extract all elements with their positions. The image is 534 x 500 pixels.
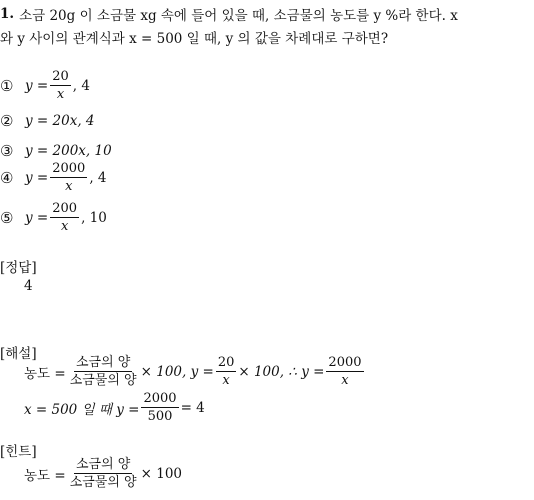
option-1-pre: y = <box>25 77 49 94</box>
explanation-fraction-2 <box>216 356 237 387</box>
option-1[interactable] <box>0 70 90 101</box>
explanation-fraction-4 <box>141 392 178 423</box>
option-2-mark: ② <box>0 112 14 130</box>
hint-den: 소금물의 양 <box>69 475 137 490</box>
answer-label-line <box>0 256 37 276</box>
question-line-2 <box>0 27 388 47</box>
question-text-1: 소금 20g 이 소금물 xg 속에 들어 있을 때, 소금물의 농도를 y %라 한다. x <box>19 8 458 24</box>
hint-label-line <box>0 440 37 460</box>
hint-fraction <box>68 458 139 489</box>
explanation-l1-a: 농도 = <box>24 365 66 382</box>
explanation-num-4: 2000 <box>143 391 177 406</box>
option-3-text: y = 200x, 10 <box>25 143 112 159</box>
option-4-post: , 4 <box>89 169 107 186</box>
option-2[interactable] <box>0 112 94 130</box>
option-3[interactable] <box>0 142 112 160</box>
option-5-mark: ⑤ <box>0 208 14 227</box>
explanation-l1-c: × 100, ∴ y = <box>238 363 325 380</box>
question-number: 1. <box>0 6 15 22</box>
explanation-l2-b: = 4 <box>180 399 205 416</box>
option-5-den: x <box>60 219 69 234</box>
option-2-text: y = 20x, 4 <box>25 113 95 129</box>
option-4-den: x <box>65 179 73 194</box>
option-1-fraction <box>50 70 71 101</box>
option-1-den: x <box>56 87 65 102</box>
explanation-num-3: 2000 <box>328 355 362 370</box>
explanation-line-1 <box>24 356 366 387</box>
explanation-line-2 <box>24 392 205 423</box>
explanation-den-2: x <box>222 373 230 388</box>
option-5-post: , 10 <box>81 209 107 226</box>
explanation-l1-b: × 100, y = <box>140 363 214 380</box>
explanation-fraction-1 <box>68 356 139 387</box>
option-5-num: 200 <box>52 201 78 216</box>
option-1-num: 20 <box>52 69 69 84</box>
option-3-mark: ③ <box>0 142 14 160</box>
hint-b: × 100 <box>140 465 182 482</box>
option-1-mark: ① <box>0 76 14 95</box>
option-4-num: 2000 <box>52 161 86 176</box>
explanation-l2-a: x = 500 일 때 y = <box>24 401 140 418</box>
hint-num: 소금의 양 <box>75 457 131 472</box>
hint-a: 농도 = <box>24 467 66 484</box>
answer-label: [정답] <box>0 260 37 276</box>
explanation-den-4: 500 <box>147 409 173 424</box>
explanation-label: [해설] <box>0 346 37 362</box>
hint-line <box>24 458 182 489</box>
option-4[interactable] <box>0 162 107 193</box>
explanation-num-2: 20 <box>217 355 235 370</box>
option-4-mark: ④ <box>0 168 14 187</box>
explanation-fraction-3 <box>326 356 363 387</box>
answer-value: 4 <box>24 278 33 294</box>
option-5-pre: y = <box>25 209 49 226</box>
question-text-2: 와 y 사이의 관계식과 x = 500 일 때, y 의 값을 차례대로 구하면? <box>0 31 389 47</box>
explanation-den-1: 소금물의 양 <box>69 373 137 388</box>
option-5[interactable] <box>0 202 107 233</box>
option-4-fraction <box>50 162 87 193</box>
answer-value-line <box>24 278 33 294</box>
explanation-den-3: x <box>341 373 349 388</box>
option-4-pre: y = <box>25 169 49 186</box>
option-1-post: , 4 <box>72 77 90 94</box>
explanation-num-1: 소금의 양 <box>75 355 131 370</box>
question-line-1 <box>0 4 458 24</box>
hint-label: [힌트] <box>0 444 37 460</box>
option-5-fraction <box>50 202 79 233</box>
